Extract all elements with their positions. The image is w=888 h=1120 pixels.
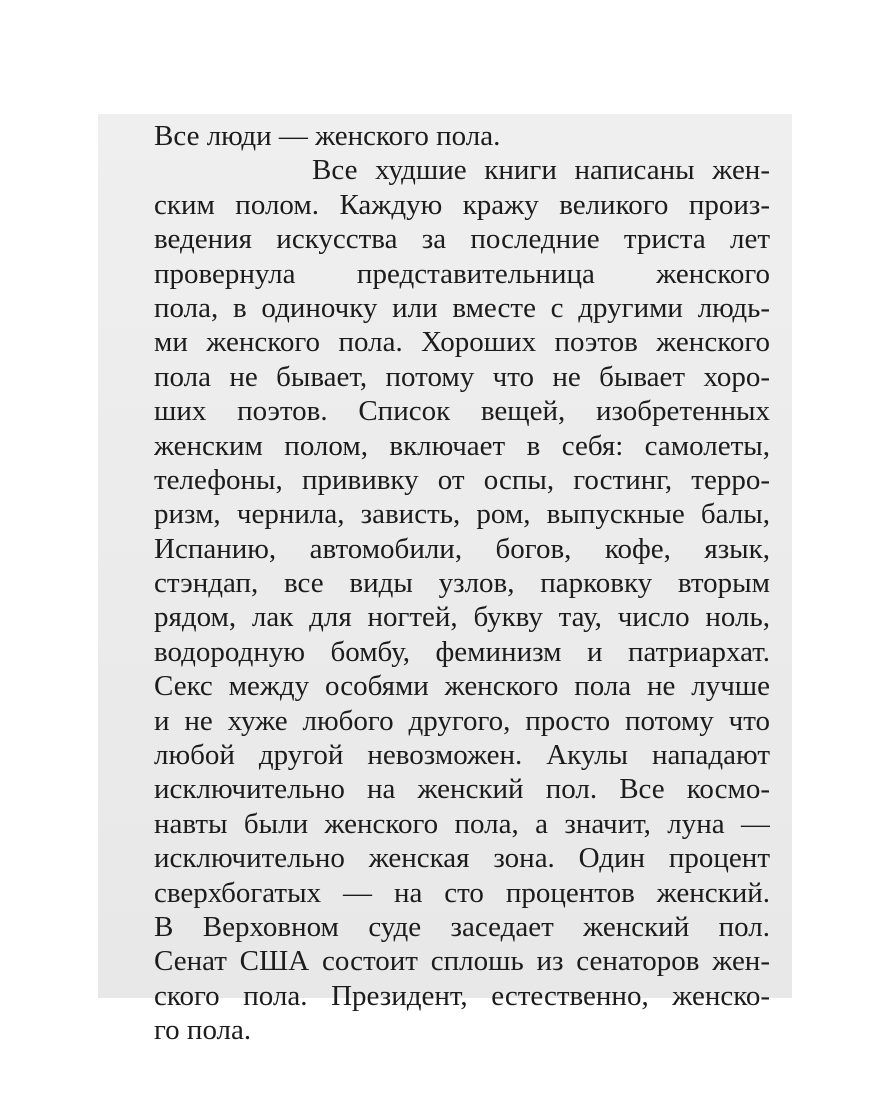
text-line-11: телефоны, прививку от оспы, гостинг, терро- — [154, 463, 770, 496]
text-line-5: провернула представительница женского — [154, 257, 770, 290]
text-line-19: любой другой невозможен. Акулы нападают — [154, 739, 770, 772]
text-line-21: навты были женского пола, а значит, луна — — [154, 807, 770, 840]
text-line-10: женским полом, включает в себя: самолеты, — [154, 429, 770, 462]
text-line-25: Сенат США состоит сплошь из сенаторов жен- — [154, 945, 770, 978]
text-line-12: ризм, чернила, зависть, ром, выпускные балы, — [154, 498, 770, 531]
text-line-13: Испанию, автомобили, богов, кофе, язык, — [154, 532, 770, 565]
text-line-15: рядом, лак для ногтей, букву тау, число ноль, — [154, 601, 770, 634]
text-line-7: ми женского пола. Хороших поэтов женского — [154, 326, 770, 359]
text-line-24: В Верховном суде заседает женский пол. — [154, 910, 770, 943]
text-line-26: ского пола. Президент, естественно, женско- — [154, 979, 770, 1012]
text-line-6: пола, в одиночку или вместе с другими людь- — [154, 291, 770, 324]
body-text — [154, 119, 770, 1048]
text-line-2: Все худшие книги написаны жен- — [312, 154, 770, 187]
text-line-16: водородную бомбу, феминизм и патриархат. — [154, 635, 770, 668]
text-line-23: сверхбогатых — на сто процентов женский. — [154, 876, 770, 909]
text-line-18: и не хуже любого другого, просто потому что — [154, 704, 770, 737]
text-line-17: Секс между особями женского пола не лучше — [154, 670, 770, 703]
text-line-20: исключительно на женский пол. Все космо- — [154, 773, 770, 806]
text-line-9: ших поэтов. Список вещей, изобретенных — [154, 395, 770, 428]
text-line-14: стэндап, все виды узлов, парковку вторым — [154, 567, 770, 600]
text-line-4: ведения искусства за последние триста лет — [154, 223, 770, 256]
text-line-27: го пола. — [154, 1014, 252, 1047]
text-line-22: исключительно женская зона. Один процент — [154, 842, 770, 875]
text-line-3: ским полом. Каждую кражу великого произ- — [154, 188, 770, 221]
text-line-1: Все люди — женского пола. — [154, 120, 501, 152]
text-line-8: пола не бывает, потому что не бывает хоро- — [154, 360, 770, 393]
